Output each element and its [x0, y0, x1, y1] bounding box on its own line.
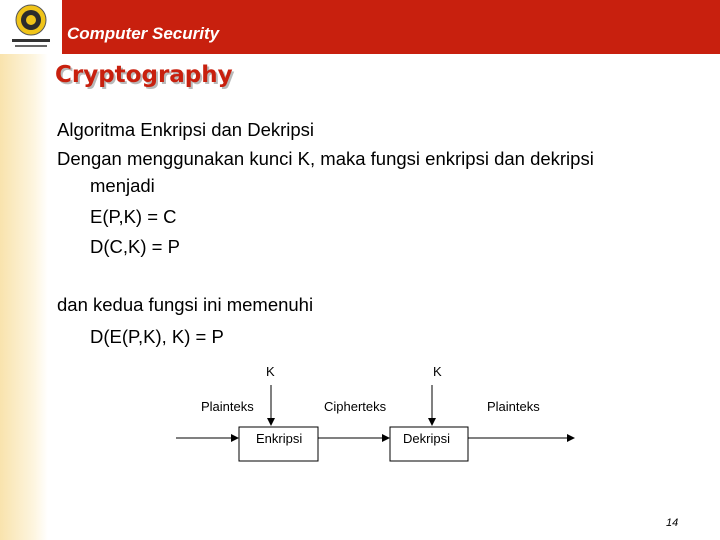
text-line-continuation: menjadi	[90, 175, 155, 196]
page-number: 14	[666, 517, 679, 529]
header-title: Computer Security	[67, 24, 220, 43]
text-line-heading: Algoritma Enkripsi dan Dekripsi	[57, 119, 315, 140]
formula-decrypt: D(C,K) = P	[90, 236, 180, 257]
slide-title: Cryptography	[55, 62, 233, 88]
encrypt-label: Enkripsi	[256, 431, 303, 446]
formula-identity: D(E(P,K), K) = P	[90, 326, 224, 347]
plaintext-label-left: Plainteks	[201, 399, 254, 414]
formula-encrypt: E(P,K) = C	[90, 206, 177, 227]
ciphertext-label: Cipherteks	[324, 399, 387, 414]
text-line-condition: dan kedua fungsi ini memenuhi	[57, 294, 314, 315]
decrypt-label: Dekripsi	[403, 431, 450, 446]
plaintext-label-right: Plainteks	[487, 399, 540, 414]
key-label-right: K	[433, 364, 442, 379]
text-line-description: Dengan menggunakan kunci K, maka fungsi enkripsi dan dekripsi	[57, 148, 594, 169]
key-label-left: K	[266, 364, 275, 379]
